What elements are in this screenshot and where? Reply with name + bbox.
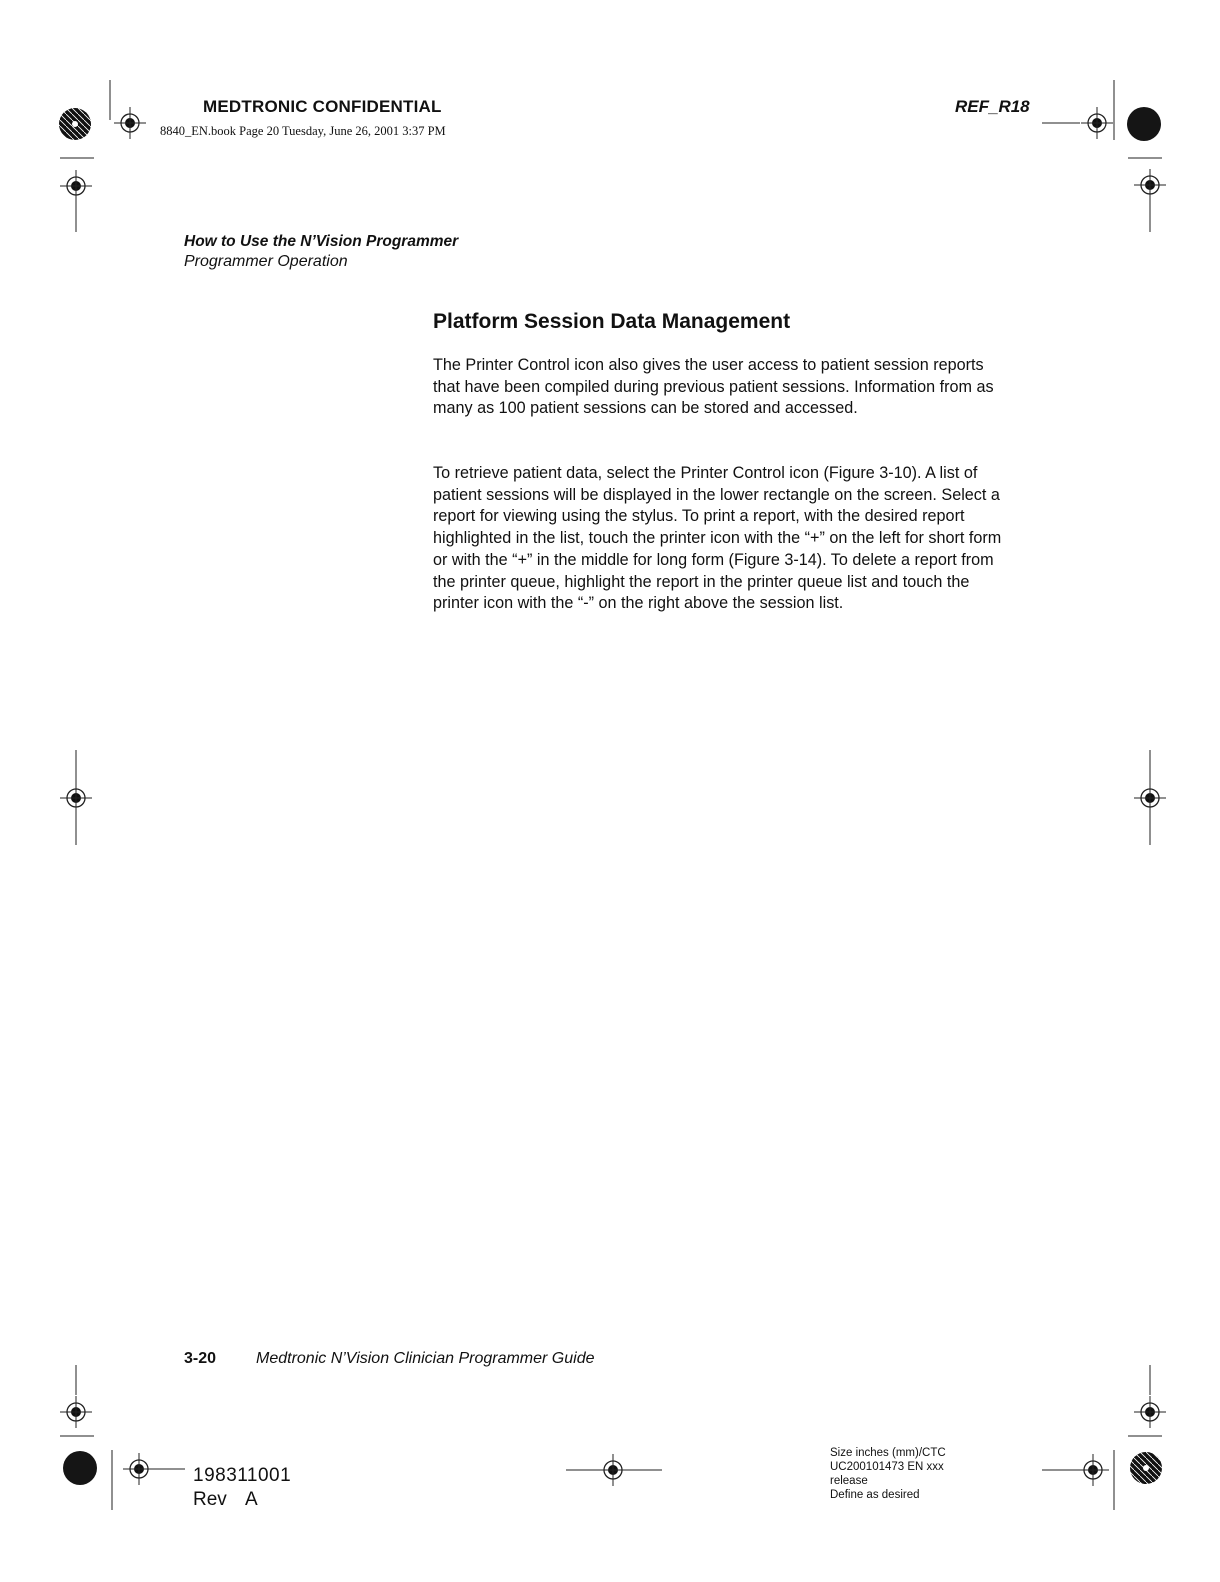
print-meta-line: Size inches (mm)/CTC <box>830 1447 946 1459</box>
registration-target-icon <box>597 1454 629 1486</box>
print-meta-line: release <box>830 1475 868 1487</box>
registration-target-icon <box>1134 169 1166 201</box>
guide-title: Medtronic N’Vision Clinician Programmer Guide <box>256 1350 595 1367</box>
solid-dot-icon <box>1127 107 1161 141</box>
registration-target-icon <box>1134 1396 1166 1428</box>
print-meta-line: Define as desired <box>830 1489 920 1501</box>
registration-target-icon <box>60 170 92 202</box>
rev-label: Rev <box>193 1489 227 1510</box>
registration-target-icon <box>1077 1454 1109 1486</box>
registration-target-icon <box>1081 107 1113 139</box>
page-number: 3-20 <box>184 1350 217 1367</box>
registration-target-icon <box>1134 782 1166 814</box>
rev-value: A <box>245 1489 258 1510</box>
body-paragraph: To retrieve patient data, select the Printer Control icon (Figure 3-10). A list of patient sessions will be displayed in the lower rectangle on the screen. Select a report for viewing using the stylus. To print a report, with the desired report highlighted in the list, touch the printer icon with the “+” on the left for short form or with the “+” in the middle for long form (Figure 3-14). To delete a report from the printer queue, highlight the report in the printer queue list and touch the printer icon with the “-” on the right above the session list. <box>433 464 1002 613</box>
section-subtitle: Programmer Operation <box>184 253 348 270</box>
page-heading: Platform Session Data Management <box>433 310 791 333</box>
section-title: How to Use the N’Vision Programmer <box>184 233 459 250</box>
registration-target-icon <box>60 1396 92 1428</box>
solid-dot-icon <box>63 1451 97 1485</box>
part-number: 198311001 <box>193 1465 292 1486</box>
ref-label: REF_R18 <box>955 97 1030 116</box>
print-meta-line: UC200101473 EN xxx <box>830 1461 944 1473</box>
confidential-label: MEDTRONIC CONFIDENTIAL <box>203 97 442 116</box>
book-info-line: 8840_EN.book Page 20 Tuesday, June 26, 2001 3:37 PM <box>160 124 446 138</box>
body-paragraph: The Printer Control icon also gives the user access to patient session reports that have been compiled during previous patient sessions. Information from as many as 100 patient sessions can be stored and accessed. <box>433 356 994 418</box>
registration-target-icon <box>123 1453 155 1485</box>
registration-target-icon <box>60 782 92 814</box>
registration-target-icon <box>114 107 146 139</box>
